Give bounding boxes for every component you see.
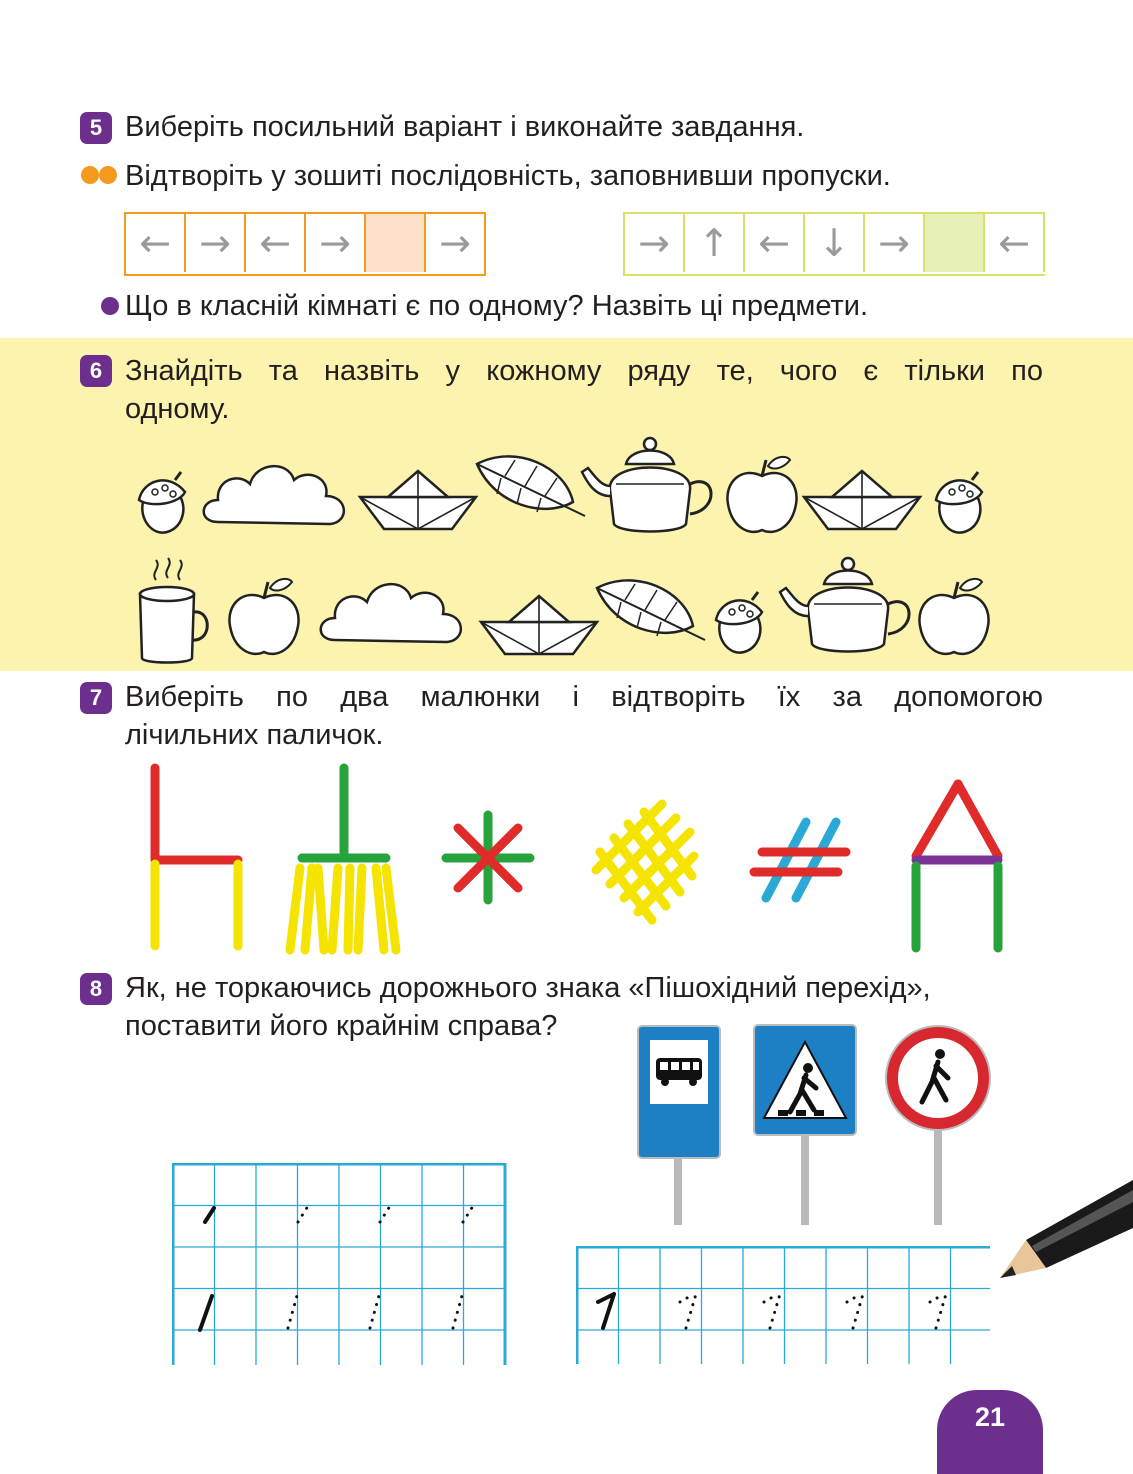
page-number: 21 — [937, 1390, 1043, 1474]
snowflake-figure — [446, 815, 530, 900]
task-8-line2: поставити його крайнім справа? — [125, 1010, 558, 1042]
apple-icon — [919, 579, 988, 654]
task-5-number: 5 — [80, 112, 112, 144]
paper-boat-icon — [360, 471, 476, 529]
task-7-line1: Виберіть по два малюнки і відтворіть їх за допомогою — [125, 681, 1043, 713]
copybook-grid-left — [172, 1163, 508, 1367]
cloud-icon — [321, 584, 461, 642]
bus-stop-sign — [638, 1026, 720, 1158]
pedestrian-crossing-sign — [754, 1025, 856, 1135]
task-7-number: 7 — [80, 682, 112, 714]
task-5-title: Виберіть посильний варіант і виконайте завдання. — [125, 111, 805, 143]
sequence-cell: → — [625, 214, 685, 272]
task-6-line2: одному. — [125, 393, 230, 425]
no-pedestrians-sign — [886, 1026, 990, 1130]
sequence-cell: ← — [985, 214, 1045, 272]
sequence-cell: → — [865, 214, 925, 272]
task-8-line1: Як, не торкаючись дорожнього знака «Пішохідний перехід», — [125, 972, 931, 1004]
sequence-right — [623, 212, 1045, 276]
sequence-cell: ← — [745, 214, 805, 272]
two-dots-icon — [80, 165, 120, 190]
sequence-cell: → — [306, 214, 366, 272]
paper-boat-icon — [804, 471, 920, 529]
cloud-icon — [204, 466, 344, 524]
sequence-cell: ↓ — [805, 214, 865, 272]
task-6-number: 6 — [80, 355, 112, 387]
apple-icon — [229, 579, 298, 654]
task-7-line2: лічильних паличок. — [125, 719, 384, 751]
task-6-pictures — [0, 430, 1133, 670]
dot-icon — [100, 296, 120, 321]
leaf-icon — [477, 456, 585, 516]
broom-figure — [290, 768, 396, 950]
road-signs — [630, 1020, 1000, 1230]
sequence-cell: ← — [126, 214, 186, 272]
copybook-grid-right — [576, 1246, 992, 1366]
task-6-line1: Знайдіть та назвіть у кожному ряду те, чого є тільки по — [125, 355, 1043, 387]
hash-figure — [754, 822, 846, 898]
paper-boat-icon — [481, 596, 597, 654]
sequence-blank-cell — [925, 214, 985, 272]
sequence-cell: → — [439, 221, 471, 265]
task-5-option-easy: Що в класній кімнаті є по одному? Назвіть ці предмети. — [125, 290, 869, 322]
fence-figure — [596, 804, 694, 920]
apple-icon — [727, 457, 796, 532]
sequence-cell: ↑ — [685, 214, 745, 272]
sequence-left — [124, 212, 486, 276]
task-8-number: 8 — [80, 973, 112, 1005]
sequence-cell: ← — [246, 214, 306, 272]
teapot-icon — [780, 558, 909, 652]
chair-figure — [155, 768, 238, 946]
sequence-blank-cell — [366, 214, 426, 272]
task-5-option-hard: Відтворіть у зошиті послідовність, заповнивши пропуски. — [125, 160, 891, 192]
acorn-icon — [139, 472, 185, 533]
task-7-figures — [0, 760, 1133, 960]
teapot-icon — [582, 438, 711, 532]
acorn-icon — [936, 472, 982, 533]
acorn-icon — [716, 592, 762, 653]
pencil-icon — [996, 1180, 1133, 1280]
sequence-cell: → — [186, 214, 246, 272]
cup-icon — [140, 558, 207, 663]
house-figure — [916, 784, 998, 948]
leaf-icon — [597, 580, 705, 640]
